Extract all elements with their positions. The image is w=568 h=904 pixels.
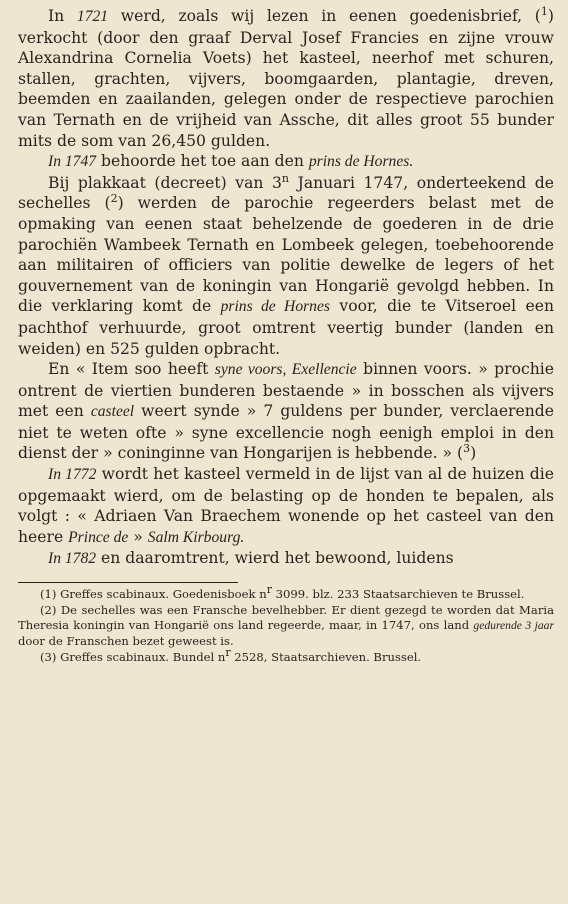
footnote-ref-1: 1 bbox=[540, 4, 548, 18]
paragraph-plakkaat: Bij plakkaat (decreet) van 3$^n$ Januari 1747, onderteekend de sechelles ($^2$) werden de parochie regeerders belast met de opmaking van eenen staat behelzende de goederen in de drie parochiën Wambeek Ternath en Lombeek gelegen, toebehoorende aan militairen of officiers van politie dewelke de legers of het gouvernement van de koningin van Hongarië gevolgd hebben. In die verklaring komt de prins de Hornes voor, die te Vitseroel een pachthof verhuurde, groot omtrent veertig bunder (landen en weiden) en 525 gulden opbracht. bbox=[18, 171, 555, 358]
footnote-ref-2: 2 bbox=[110, 192, 118, 206]
body-text bbox=[18, 6, 554, 570]
paragraph-1772: In 1772 wordt het kasteel vermeld in de lijst van al de huizen die opgemaakt wierd, om de belasting op de honden te bepalen, als volgt : « Adriaen Van Braechem wonende op het casteel van den heere Prince de » Salm Kirbourg. bbox=[18, 465, 554, 546]
paragraph-1747: In 1747 behoorde het toe aan den prins de Hornes. bbox=[48, 152, 414, 171]
paragraph-1721: In 1721 werd, zoals wij lezen in eenen goedenisbrief, ($^1$) verkocht (door den graaf Derval Josef Francies en zijne vrouw Alexandrina Cornelia Voets) het kasteel, neerhof met schuren, stallen, grachten, vijvers, boomgaarden, plantagie, dreven, beemden en zaailanden, gelegen onder de respectieve parochien van Ternath en de vrijheid van Assche, dit alles groot 55 bunder mits de som van 26,450 gulden. bbox=[18, 4, 554, 150]
footnote-ref-3: 3 bbox=[463, 442, 471, 456]
footnote-divider bbox=[18, 582, 238, 583]
paragraph-quote-item: En « Item soo heeft syne voors, Exellencie binnen voors. » prochie ontrent de viertien bunderen bestaende » in bosschen als vijvers met een casteel weert synde » 7 guldens per bunder, verclaerende niet te weten ofte » syne excellencie nogh eenigh emploi in den dienst der » coninginne van Hongarijen is hebbende. » ($^3$) bbox=[18, 360, 554, 463]
footnote-1: (1) Greffes scabinaux. Goedenisboek nr 3099. blz. 233 Staatsarchieven te Brussel. bbox=[40, 583, 525, 602]
superscript-n: n bbox=[281, 171, 290, 185]
footnote-2: (2) De sechelles was een Fransche bevelhebber. Er dient gezegd te worden dat Maria Theresia koningin van Hongarië ons land regeerde, maar, in 1747, ons land gedurende 3 jaar door de Franschen bezet geweest is. bbox=[18, 603, 554, 648]
footnotes bbox=[18, 583, 554, 665]
footnote-3: (3) Greffes scabinaux. Bundel nr 2528, Staatsarchieven. Brussel. bbox=[40, 645, 422, 664]
paragraph-1782: In 1782 en daaromtrent, wierd het bewoond, luidens bbox=[48, 549, 454, 568]
